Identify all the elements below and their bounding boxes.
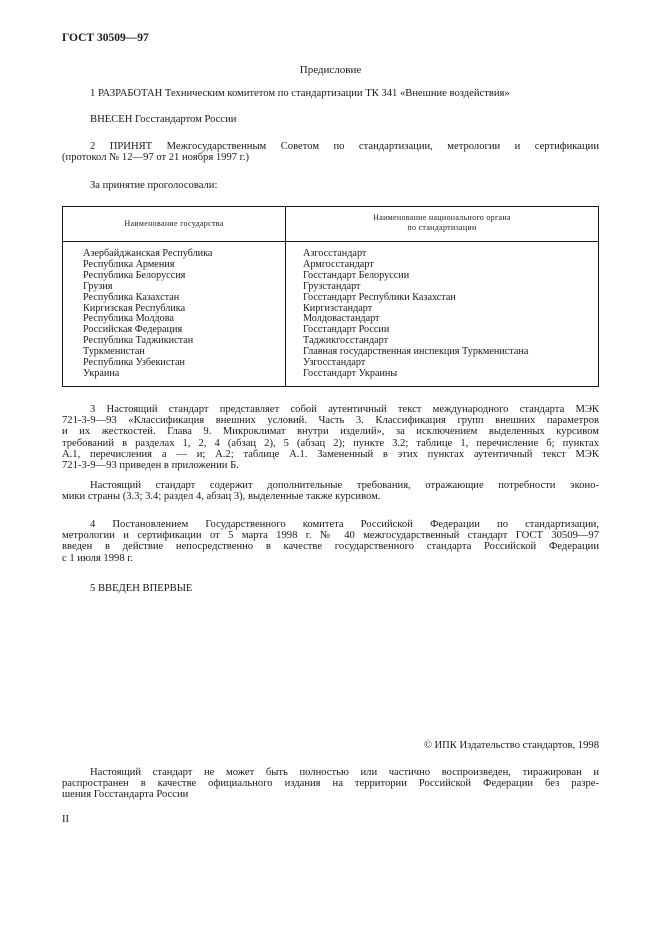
table-header-body-line-1: Наименование национального органа	[373, 213, 511, 222]
state-name: Российская Федерация	[83, 324, 183, 336]
standards-body-name: Армгосстандарт	[303, 258, 374, 270]
document-header: ГОСТ 30509—97	[62, 32, 149, 44]
standards-body-name: Таджикгосстандарт	[303, 335, 389, 347]
state-name: Азербайджанская Республика	[83, 248, 213, 259]
page-title: Предисловие	[299, 64, 362, 76]
section-3-line-1: 3 Настоящий стандарт представляет собой аутентичный текст международного стандарта МЭК	[90, 404, 599, 415]
state-name: Республика Армения	[83, 258, 175, 270]
table-header-body	[286, 213, 598, 233]
section-2-line-1: 2 ПРИНЯТ Межгосударственным Советом по стандартизации, метрологии и сертификации	[90, 141, 599, 152]
section-3b-line-2: мики страны (3.3; 3.4; раздел 4, абзац 3), выделенные также курсивом.	[62, 491, 381, 503]
section-2-adopted	[62, 141, 599, 163]
standards-body-name: Азгосстандарт	[303, 248, 367, 259]
section-3-additional	[62, 480, 599, 502]
standards-body-name: Молдовастандарт	[303, 313, 380, 325]
state-name: Республика Молдова	[83, 313, 174, 325]
standards-body-name: Госстандарт Белоруссии	[303, 269, 410, 281]
page-number: II	[62, 814, 70, 825]
table-header-state: Наименование государства	[124, 219, 224, 228]
state-name: Республика Казахстан	[83, 291, 180, 303]
state-list	[83, 249, 212, 380]
voting-table	[62, 206, 599, 387]
standards-body-name: Узгосстандарт	[303, 357, 366, 369]
standards-body-name: Главная государственная инспекция Туркменистана	[303, 346, 529, 358]
section-3-line-2: 721-3-9—93 «Классификация внешних условий. Часть 3. Классификация групп внешних параметров	[62, 415, 599, 427]
section-4-line-1: 4 Постановлением Государственного комитета Российской Федерации по стандартизации,	[90, 519, 599, 530]
standards-body-name: Грузстандарт	[303, 280, 361, 292]
table-column-divider	[285, 207, 286, 386]
vote-caption: За принятие проголосовали:	[90, 180, 218, 191]
section-4-line-3: введен в действие непосредственно в качестве государственного стандарта Российской Федерации	[62, 541, 599, 553]
state-name: Киргизская Республика	[83, 302, 186, 314]
section-4-line-4: с 1 июля 1998 г.	[62, 552, 134, 564]
state-name: Республика Белоруссия	[83, 269, 186, 281]
section-3-line-3: и их жесткостей. Глава 9. Микроклимат внутри изделий», за исключением выделенных курсивом	[62, 426, 599, 438]
state-name: Украина	[83, 367, 120, 379]
section-4-line-2: метрологии и сертификации от 5 марта 1998 г. № 40 межгосударственный стандарт ГОСТ 30509—97	[62, 530, 599, 542]
table-header-body-line-2: по стандартизации	[407, 223, 477, 232]
standards-body-name: Госстандарт Украины	[303, 367, 398, 379]
standards-body-name: Госстандарт России	[303, 324, 390, 336]
copyright-line: © ИПК Издательство стандартов, 1998	[423, 740, 599, 751]
section-2-line-2: (протокол № 12—97 от 21 ноября 1997 г.)	[62, 152, 250, 164]
section-1-introduced: ВНЕСЕН Госстандартом России	[90, 114, 237, 125]
state-name: Грузия	[83, 280, 113, 292]
notice-line-1: Настоящий стандарт не может быть полностью или частично воспроизведен, тиражирован и	[90, 767, 599, 778]
standards-body-list	[303, 249, 528, 380]
state-name: Республика Таджикистан	[83, 335, 194, 347]
section-1-developed: 1 РАЗРАБОТАН Техническим комитетом по стандартизации ТК 341 «Внешние воздействия»	[90, 88, 510, 99]
section-3-line-6: 721-3-9—93 приведен в приложении Б.	[62, 460, 239, 472]
table-header-divider	[63, 241, 598, 242]
state-name: Республика Узбекистан	[83, 357, 185, 369]
notice-line-2: распространен в качестве официального издания на территории Российской Федерации без разре-	[62, 778, 599, 790]
standards-body-name: Киргизстандарт	[303, 302, 373, 314]
notice-line-3: шения Госстандарта России	[62, 789, 189, 801]
section-3-line-4: требований в разделах 1, 2, 4 (абзац 2), 5 (абзац 2); пункте 3.2; таблице 1, перечисление б; пунктах	[62, 437, 599, 449]
section-3b-line-1: Настоящий стандарт содержит дополнительные требования, отражающие потребности эконо-	[90, 480, 599, 491]
section-4-resolution	[62, 519, 599, 564]
section-5-first-introduced: 5 ВВЕДЕН ВПЕРВЫЕ	[90, 583, 193, 594]
section-3-line-5: А.1, перечисления а — и; А.2; таблице А.1. Замененный в этих пунктах аутентичный текст МЭК	[62, 448, 599, 460]
standards-body-name: Госстандарт Республики Казахстан	[303, 291, 456, 303]
section-3-authentic-text	[62, 404, 599, 471]
reproduction-notice	[62, 767, 599, 801]
state-name: Туркменистан	[83, 346, 145, 358]
